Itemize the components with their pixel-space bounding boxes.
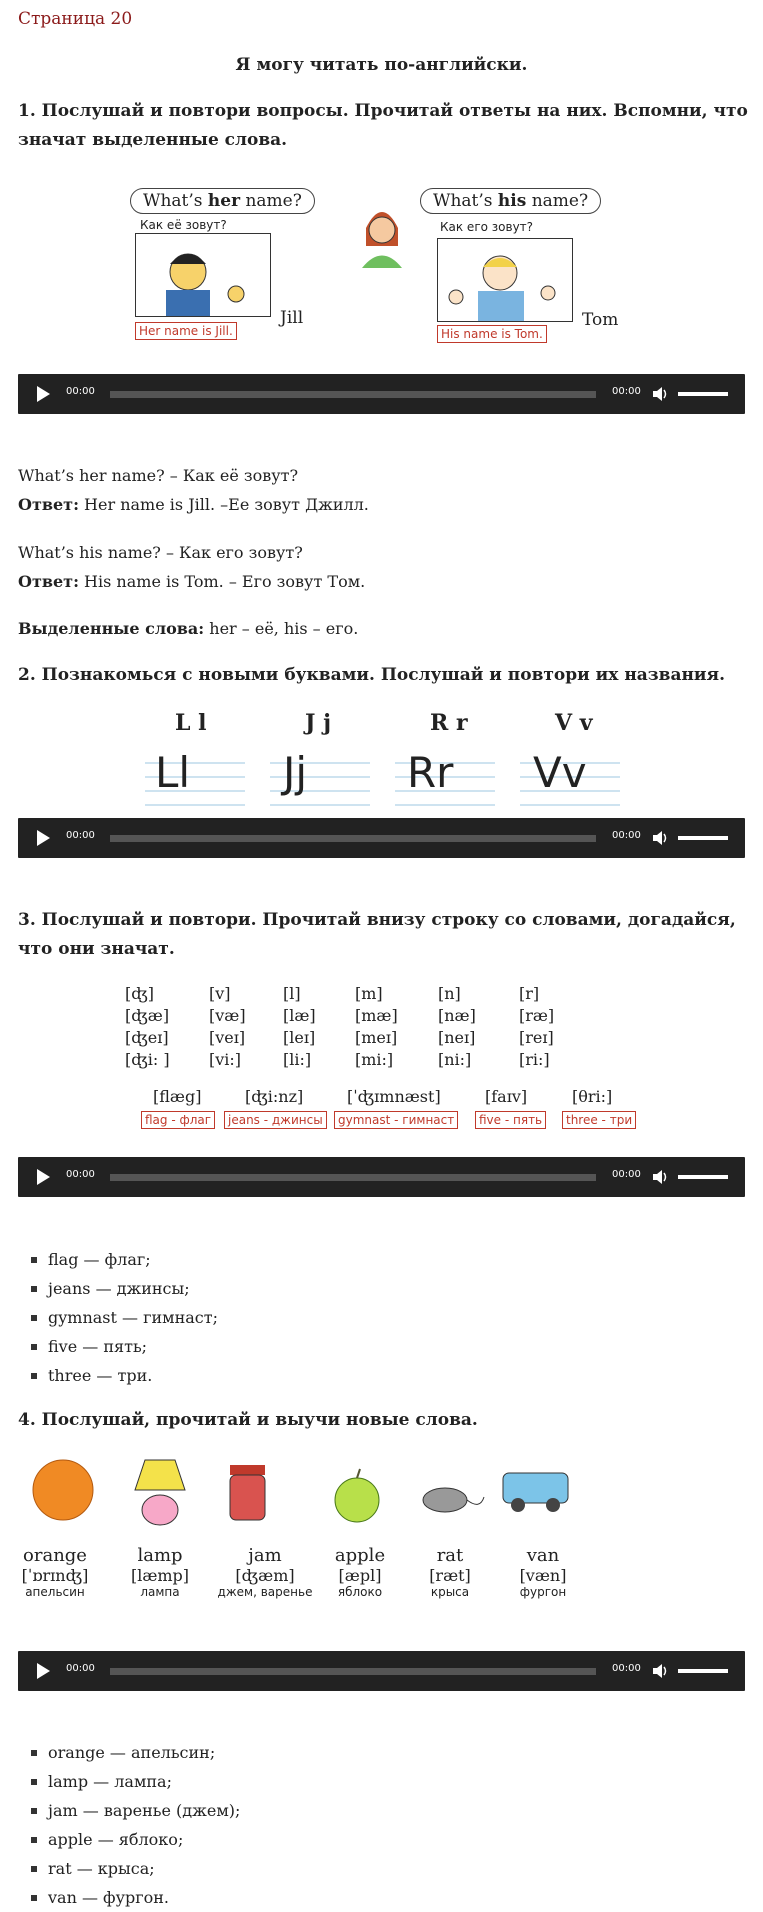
list-item: flag — флаг;	[18, 1245, 218, 1274]
word-ipa-gymnast: [ˈʤɪmnæst]	[347, 1087, 441, 1106]
exercise-3-heading: 3. Послушай и повтори. Прочитай внизу строку со словами, догадайся, что они значат.	[18, 910, 736, 959]
letter-l: L l	[175, 710, 207, 736]
page-label: Страница 20	[18, 9, 133, 29]
ipa-column-6: [r] [ræ] [reɪ] [ri:]	[519, 984, 555, 1069]
caption-his: Как его зовут?	[440, 220, 534, 234]
volume-icon[interactable]	[651, 1662, 669, 1680]
girl-illustration	[136, 234, 270, 316]
box-three: three - три	[562, 1111, 636, 1129]
orange-icon	[28, 1455, 98, 1525]
answer-her: Her name is Jill.	[135, 322, 237, 340]
audio-current-time: 00:00	[66, 1663, 95, 1674]
list-item: jam — варенье (джем);	[18, 1796, 240, 1825]
volume-icon[interactable]	[651, 385, 669, 403]
audio-player-4[interactable]	[18, 1651, 745, 1691]
volume-slider[interactable]	[678, 392, 728, 396]
play-icon[interactable]	[37, 386, 50, 402]
box-jeans: jeans - джинсы	[224, 1111, 327, 1129]
name-tom: Tom	[582, 310, 619, 330]
lamp-icon	[130, 1455, 190, 1535]
list-item: van — фургон.	[18, 1883, 240, 1912]
list-item: three — три.	[18, 1361, 218, 1390]
rat-icon	[410, 1475, 485, 1520]
audio-player-3[interactable]	[18, 1157, 745, 1197]
list-item: orange — апельсин;	[18, 1738, 240, 1767]
vocab-orange: orange [ˈɒrɪnʤ] апельсин	[21, 1545, 89, 1599]
name-jill: Jill	[280, 308, 304, 328]
box-flag: flag - флаг	[141, 1111, 215, 1129]
audio-current-time: 00:00	[66, 1169, 95, 1180]
word-ipa-jeans: [ʤi:nz]	[245, 1087, 304, 1106]
apple-icon	[330, 1467, 385, 1527]
letter-r: R r	[430, 710, 468, 736]
ipa-column-1: [ʤ] [ʤæ] [ʤeɪ] [ʤi: ]	[125, 984, 170, 1069]
audio-duration: 00:00	[612, 1169, 641, 1180]
vocab-jam: jam [ʤæm] джем, варенье	[217, 1545, 313, 1599]
ex1-line-3: What’s his name? – Как его зовут?	[18, 543, 303, 562]
play-icon[interactable]	[37, 1169, 50, 1185]
audio-player-2[interactable]	[18, 818, 745, 858]
list-item: gymnast — гимнаст;	[18, 1303, 218, 1332]
hand-letter-l: Ll	[155, 748, 191, 797]
speech-bubble-her: What’s her name?	[130, 188, 315, 214]
hand-letter-v: Vv	[533, 748, 587, 797]
ex1-line-2: Ответ: Her name is Jill. –Ее зовут Джилл.	[18, 495, 369, 514]
volume-slider[interactable]	[678, 1175, 728, 1179]
volume-icon[interactable]	[651, 1168, 669, 1186]
audio-current-time: 00:00	[66, 386, 95, 397]
page-title: Я могу читать по-английски.	[235, 55, 528, 75]
vocab-lamp: lamp [læmp] лампа	[130, 1545, 190, 1599]
speech-bubble-his: What’s his name?	[420, 188, 601, 214]
audio-progress-bar[interactable]	[110, 835, 596, 842]
ex1-line-1: What’s her name? – Как её зовут?	[18, 466, 299, 485]
letter-j: J j	[305, 710, 332, 736]
audio-current-time: 00:00	[66, 830, 95, 841]
van-icon	[498, 1463, 583, 1518]
list-item: apple — яблоко;	[18, 1825, 240, 1854]
vocab-van: van [væn] фургон	[519, 1545, 567, 1599]
ipa-column-3: [l] [læ] [leɪ] [li:]	[283, 984, 316, 1069]
list-item: jeans — джинсы;	[18, 1274, 218, 1303]
audio-progress-bar[interactable]	[110, 391, 596, 398]
vocab-rat: rat [ræt] крыса	[429, 1545, 471, 1599]
audio-duration: 00:00	[612, 386, 641, 397]
exercise-4-heading: 4. Послушай, прочитай и выучи новые слова.	[18, 1410, 478, 1430]
answer-his: His name is Tom.	[437, 325, 547, 343]
vocab-apple: apple [æpl] яблоко	[334, 1545, 386, 1599]
word-ipa-three: [θri:]	[572, 1087, 613, 1106]
list-item: five — пять;	[18, 1332, 218, 1361]
volume-slider[interactable]	[678, 1669, 728, 1673]
girl-picture	[135, 233, 271, 317]
audio-duration: 00:00	[612, 830, 641, 841]
volume-slider[interactable]	[678, 836, 728, 840]
word-ipa-flag: [flæg]	[153, 1087, 202, 1106]
ex1-line-4: Ответ: His name is Tom. – Его зовут Том.	[18, 572, 366, 591]
ex1-highlighted-words: Выделенные слова: her – её, his – его.	[18, 619, 359, 638]
play-icon[interactable]	[37, 1663, 50, 1679]
word-ipa-five: [faɪv]	[485, 1087, 528, 1106]
hand-letter-r: Rr	[407, 748, 454, 797]
exercise-1-illustration	[130, 188, 630, 348]
exercise-2-heading: 2. Познакомься с новыми буквами. Послушай и повтори их названия.	[18, 665, 726, 685]
letter-v: V v	[555, 710, 593, 736]
vocabulary-figure	[20, 1455, 600, 1615]
caption-her: Как её зовут?	[140, 218, 227, 232]
teacher-picture	[352, 198, 412, 272]
jam-jar-icon	[225, 1460, 270, 1530]
ipa-column-5: [n] [næ] [neɪ] [ni:]	[438, 984, 476, 1069]
audio-progress-bar[interactable]	[110, 1668, 596, 1675]
ex3-word-list	[18, 1245, 218, 1390]
ex4-word-list	[18, 1738, 240, 1912]
list-item: rat — крыса;	[18, 1854, 240, 1883]
ipa-column-2: [v] [væ] [veɪ] [vi:]	[209, 984, 246, 1069]
box-five: five - пять	[475, 1111, 546, 1129]
phonetics-figure	[125, 983, 645, 1133]
volume-icon[interactable]	[651, 829, 669, 847]
hand-letter-j: Jj	[283, 748, 308, 797]
ipa-column-4: [m] [mæ] [meɪ] [mi:]	[355, 984, 398, 1069]
letters-figure	[145, 710, 625, 810]
exercise-1-heading: 1. Послушай и повтори вопросы. Прочитай ответы на них. Вспомни, что значат выделенные слова.	[18, 101, 748, 150]
boy-picture	[437, 238, 573, 322]
box-gymnast: gymnast - гимнаст	[334, 1111, 458, 1129]
teacher-illustration	[352, 198, 412, 268]
list-item: lamp — лампа;	[18, 1767, 240, 1796]
audio-progress-bar[interactable]	[110, 1174, 596, 1181]
play-icon[interactable]	[37, 830, 50, 846]
boy-illustration	[438, 239, 572, 321]
audio-duration: 00:00	[612, 1663, 641, 1674]
audio-player-1[interactable]	[18, 374, 745, 414]
